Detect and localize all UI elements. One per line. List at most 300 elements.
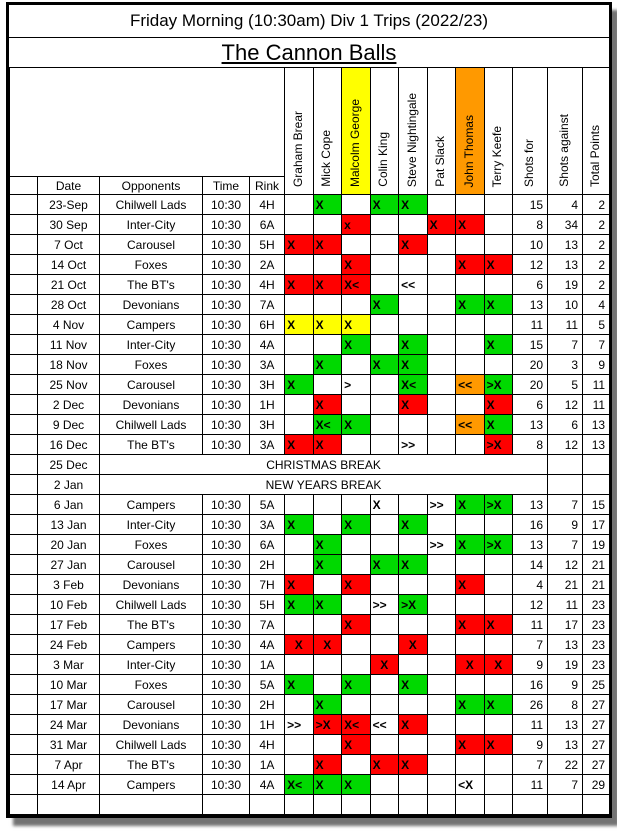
- opponent-cell: Campers: [100, 635, 203, 655]
- mark-cell: [484, 675, 513, 695]
- mark-cell: [342, 555, 371, 575]
- score-against-cell: 4: [548, 195, 583, 215]
- empty-cell: [100, 795, 203, 815]
- time-cell: 10:30: [203, 715, 250, 735]
- mark-cell: [484, 575, 513, 595]
- mark-cell: [427, 355, 456, 375]
- mark-cell: <<: [456, 375, 485, 395]
- mark-cell: X: [399, 755, 428, 775]
- mark-cell: [456, 395, 485, 415]
- date-cell: 6 Jan: [38, 495, 100, 515]
- player-name-vertical: John Thomas: [461, 114, 476, 187]
- player-name-vertical: Colin King: [376, 132, 391, 187]
- fixture-row: [10, 495, 610, 515]
- spacer-cell: [10, 655, 38, 675]
- opponent-cell: Devonians: [100, 295, 203, 315]
- player-name-vertical: Mick Cope: [319, 130, 334, 187]
- player-header: [456, 68, 485, 195]
- date-cell: 27 Jan: [38, 555, 100, 575]
- score-for-cell: 11: [513, 315, 548, 335]
- mark-cell: X: [456, 575, 485, 595]
- opponent-cell: Devonians: [100, 715, 203, 735]
- fixture-row: [10, 655, 610, 675]
- team-name: [9, 38, 609, 67]
- spacer-cell: [10, 675, 38, 695]
- date-cell: 10 Feb: [38, 595, 100, 615]
- mark-cell: [484, 315, 513, 335]
- score-column-header: [548, 68, 583, 195]
- empty-row: [10, 795, 610, 815]
- opponent-cell: Campers: [100, 775, 203, 795]
- mark-cell: [427, 395, 456, 415]
- time-cell: 10:30: [203, 495, 250, 515]
- mark-cell: X: [484, 255, 513, 275]
- time-cell: 10:30: [203, 355, 250, 375]
- time-cell: 10:30: [203, 235, 250, 255]
- time-cell: 10:30: [203, 275, 250, 295]
- mark-cell: [484, 775, 513, 795]
- mark-cell: [456, 515, 485, 535]
- spacer-cell: [10, 635, 38, 655]
- score-for-cell: 20: [513, 375, 548, 395]
- mark-cell: X: [313, 275, 342, 295]
- rink-cell: 1A: [250, 655, 285, 675]
- opponent-cell: The BT's: [100, 615, 203, 635]
- score-against-cell: 34: [548, 215, 583, 235]
- mark-cell: [427, 595, 456, 615]
- opponent-cell: The BT's: [100, 755, 203, 775]
- date-cell: 14 Oct: [38, 255, 100, 275]
- mark-cell: X: [342, 415, 371, 435]
- score-points-cell: 23: [583, 595, 610, 615]
- mark-cell: [370, 315, 399, 335]
- mark-cell: X: [285, 635, 314, 655]
- mark-cell: X: [342, 735, 371, 755]
- mark-cell: [484, 555, 513, 575]
- score-points-cell: 27: [583, 755, 610, 775]
- mark-cell: [285, 555, 314, 575]
- fixture-row: [10, 715, 610, 735]
- spacer-cell: [10, 195, 38, 215]
- date-cell: 9 Dec: [38, 415, 100, 435]
- score-for-cell: 12: [513, 595, 548, 615]
- score-column-name-vertical: Shots against: [557, 114, 572, 187]
- opponent-cell: Chilwell Lads: [100, 195, 203, 215]
- mark-cell: [370, 415, 399, 435]
- fixture-row: [10, 275, 610, 295]
- score-against-cell: 13: [548, 715, 583, 735]
- rink-cell: 5A: [250, 675, 285, 695]
- empty-cell: [399, 795, 428, 815]
- score-for-cell: 7: [513, 755, 548, 775]
- score-points-cell: 17: [583, 515, 610, 535]
- mark-cell: X: [399, 335, 428, 355]
- spacer-cell: [10, 395, 38, 415]
- spacer-cell: [10, 255, 38, 275]
- mark-cell: <<: [456, 415, 485, 435]
- score-against-cell: 11: [548, 595, 583, 615]
- mark-cell: X: [484, 415, 513, 435]
- spacer-cell: [10, 695, 38, 715]
- mark-cell: [427, 375, 456, 395]
- time-cell: 10:30: [203, 775, 250, 795]
- rink-cell: 5H: [250, 595, 285, 615]
- mark-cell: [399, 255, 428, 275]
- fixture-row: [10, 195, 610, 215]
- mark-cell: [342, 195, 371, 215]
- time-cell: 10:30: [203, 195, 250, 215]
- fixture-row: [10, 755, 610, 775]
- player-header: [370, 68, 399, 195]
- player-name-vertical: Malcolm George: [347, 98, 362, 187]
- score-cell: [548, 455, 583, 475]
- score-column-name-vertical: Total Points: [588, 124, 603, 187]
- score-points-cell: 2: [583, 195, 610, 215]
- empty-cell: [342, 795, 371, 815]
- empty-cell: [250, 795, 285, 815]
- mark-cell: X: [484, 655, 513, 675]
- rink-cell: 6A: [250, 535, 285, 555]
- score-points-cell: 9: [583, 355, 610, 375]
- empty-cell: [456, 795, 485, 815]
- score-against-cell: 5: [548, 375, 583, 395]
- spacer-cell: [10, 575, 38, 595]
- page-title-text: Friday Morning (10:30am) Div 1 Trips (2022/23): [129, 11, 489, 30]
- mark-cell: [313, 495, 342, 515]
- score-against-cell: 17: [548, 615, 583, 635]
- mark-cell: [370, 735, 399, 755]
- mark-cell: >X: [484, 495, 513, 515]
- mark-cell: [313, 575, 342, 595]
- mark-cell: X: [370, 755, 399, 775]
- mark-cell: [456, 435, 485, 455]
- spacer-cell: [10, 535, 38, 555]
- mark-cell: [484, 195, 513, 215]
- opponent-cell: Carousel: [100, 375, 203, 395]
- player-header: [313, 68, 342, 195]
- score-for-cell: 26: [513, 695, 548, 715]
- mark-cell: X: [313, 235, 342, 255]
- mark-cell: [456, 235, 485, 255]
- mark-cell: [285, 615, 314, 635]
- score-for-cell: 9: [513, 735, 548, 755]
- mark-cell: X: [399, 715, 428, 735]
- empty-cell: [548, 795, 583, 815]
- opponent-cell: Chilwell Lads: [100, 735, 203, 755]
- time-cell: 10:30: [203, 695, 250, 715]
- rink-cell: 4H: [250, 735, 285, 755]
- mark-cell: X: [399, 635, 428, 655]
- mark-cell: <<: [370, 715, 399, 735]
- mark-cell: [456, 275, 485, 295]
- score-against-cell: 12: [548, 555, 583, 575]
- score-for-cell: 11: [513, 775, 548, 795]
- spacer-cell: [10, 735, 38, 755]
- mark-cell: [370, 515, 399, 535]
- score-points-cell: 2: [583, 215, 610, 235]
- score-points-cell: 7: [583, 335, 610, 355]
- mark-cell: X: [342, 615, 371, 635]
- mark-cell: [456, 555, 485, 575]
- mark-cell: X: [342, 335, 371, 355]
- score-points-cell: 11: [583, 375, 610, 395]
- page-title: [9, 5, 609, 38]
- score-points-cell: 21: [583, 575, 610, 595]
- score-points-cell: 23: [583, 635, 610, 655]
- mark-cell: [370, 775, 399, 795]
- date-cell: 17 Mar: [38, 695, 100, 715]
- score-for-cell: 8: [513, 435, 548, 455]
- mark-cell: >>: [427, 495, 456, 515]
- rink-cell: 6A: [250, 215, 285, 235]
- score-for-cell: 6: [513, 275, 548, 295]
- mark-cell: [427, 635, 456, 655]
- player-header: [285, 68, 314, 195]
- rink-cell: 6H: [250, 315, 285, 335]
- empty-cell: [38, 795, 100, 815]
- mark-cell: [399, 535, 428, 555]
- mark-cell: [285, 295, 314, 315]
- time-cell: 10:30: [203, 295, 250, 315]
- mark-cell: X: [370, 355, 399, 375]
- spacer-cell: [10, 615, 38, 635]
- empty-cell: [285, 795, 314, 815]
- time-cell: 10:30: [203, 655, 250, 675]
- time-cell: 10:30: [203, 735, 250, 755]
- empty-cell: [427, 795, 456, 815]
- date-cell: 21 Oct: [38, 275, 100, 295]
- player-header: [427, 68, 456, 195]
- date-cell: 7 Apr: [38, 755, 100, 775]
- fixture-row: [10, 335, 610, 355]
- empty-cell: [10, 795, 38, 815]
- fixture-row: [10, 775, 610, 795]
- spacer-cell: [10, 315, 38, 335]
- score-cell: [583, 475, 610, 495]
- mark-cell: X: [313, 315, 342, 335]
- fixture-sheet: [6, 2, 612, 818]
- score-against-cell: 7: [548, 535, 583, 555]
- mark-cell: [370, 235, 399, 255]
- opponent-cell: Campers: [100, 495, 203, 515]
- mark-cell: [285, 655, 314, 675]
- score-against-cell: 13: [548, 255, 583, 275]
- mark-cell: [342, 495, 371, 515]
- spacer-cell: [10, 755, 38, 775]
- spacer-cell: [10, 275, 38, 295]
- score-for-cell: 13: [513, 495, 548, 515]
- mark-cell: [399, 615, 428, 635]
- date-cell: 3 Mar: [38, 655, 100, 675]
- score-against-cell: 10: [548, 295, 583, 315]
- mark-cell: >>: [399, 435, 428, 455]
- score-points-cell: 29: [583, 775, 610, 795]
- mark-cell: [342, 635, 371, 655]
- fixture-row: [10, 575, 610, 595]
- mark-cell: X: [484, 295, 513, 315]
- mark-cell: >X: [484, 535, 513, 555]
- mark-cell: [427, 675, 456, 695]
- mark-cell: [370, 635, 399, 655]
- opponent-cell: Inter-City: [100, 335, 203, 355]
- player-name-vertical: Graham Brear: [290, 110, 305, 187]
- score-for-cell: 11: [513, 615, 548, 635]
- score-points-cell: 25: [583, 675, 610, 695]
- mark-cell: X: [456, 695, 485, 715]
- date-cell: 18 Nov: [38, 355, 100, 375]
- spacer-cell: [10, 235, 38, 255]
- score-against-cell: 12: [548, 435, 583, 455]
- mark-cell: [456, 635, 485, 655]
- score-against-cell: 13: [548, 235, 583, 255]
- mark-cell: [427, 235, 456, 255]
- spacer-cell: [10, 415, 38, 435]
- mark-cell: [484, 355, 513, 375]
- score-for-cell: 9: [513, 655, 548, 675]
- mark-cell: X: [456, 535, 485, 555]
- mark-cell: [427, 275, 456, 295]
- mark-cell: X<: [285, 775, 314, 795]
- spacer-cell: [10, 435, 38, 455]
- mark-cell: X: [456, 655, 485, 675]
- mark-cell: <X: [456, 775, 485, 795]
- mark-cell: [285, 535, 314, 555]
- mark-cell: X: [313, 595, 342, 615]
- spacer-cell: [10, 335, 38, 355]
- score-points-cell: 19: [583, 535, 610, 555]
- mark-cell: [285, 415, 314, 435]
- mark-cell: [456, 715, 485, 735]
- mark-cell: [427, 335, 456, 355]
- time-cell: 10:30: [203, 635, 250, 655]
- spacer-cell: [10, 495, 38, 515]
- mark-cell: X: [399, 515, 428, 535]
- mark-cell: [427, 415, 456, 435]
- date-cell: 28 Oct: [38, 295, 100, 315]
- opponent-cell: Carousel: [100, 235, 203, 255]
- mark-cell: X: [456, 215, 485, 235]
- mark-cell: X: [370, 495, 399, 515]
- spacer-cell: [10, 515, 38, 535]
- spacer-cell: [10, 555, 38, 575]
- break-label-cell: CHRISTMAS BREAK: [100, 455, 548, 475]
- mark-cell: [342, 535, 371, 555]
- mark-cell: [285, 495, 314, 515]
- mark-cell: X: [285, 435, 314, 455]
- mark-cell: [399, 575, 428, 595]
- header-blank-area: [10, 68, 285, 177]
- mark-cell: [370, 275, 399, 295]
- score-for-cell: 16: [513, 675, 548, 695]
- mark-cell: [285, 255, 314, 275]
- mark-cell: X<: [342, 275, 371, 295]
- break-row: [10, 455, 610, 475]
- score-points-cell: 27: [583, 695, 610, 715]
- rink-cell: 4A: [250, 775, 285, 795]
- mark-cell: [313, 255, 342, 275]
- mark-cell: [285, 215, 314, 235]
- score-points-cell: 13: [583, 435, 610, 455]
- mark-cell: [370, 615, 399, 635]
- rink-cell: 3A: [250, 435, 285, 455]
- opponent-cell: Foxes: [100, 355, 203, 375]
- rink-cell: 5H: [250, 235, 285, 255]
- score-against-cell: 6: [548, 415, 583, 435]
- score-for-cell: 7: [513, 635, 548, 655]
- mark-cell: [370, 395, 399, 415]
- mark-cell: X: [285, 275, 314, 295]
- mark-cell: X: [456, 295, 485, 315]
- spacer-cell: [10, 595, 38, 615]
- opponent-cell: Chilwell Lads: [100, 415, 203, 435]
- mark-cell: [427, 515, 456, 535]
- mark-cell: X: [484, 395, 513, 415]
- score-against-cell: 7: [548, 335, 583, 355]
- player-header: [342, 68, 371, 195]
- fixture-row: [10, 395, 610, 415]
- mark-cell: [313, 215, 342, 235]
- score-for-cell: 4: [513, 575, 548, 595]
- opponent-cell: Campers: [100, 315, 203, 335]
- mark-cell: X: [342, 255, 371, 275]
- mark-cell: x: [342, 215, 371, 235]
- fixture-row: [10, 215, 610, 235]
- mark-cell: X: [456, 615, 485, 635]
- score-against-cell: 7: [548, 495, 583, 515]
- mark-cell: [313, 675, 342, 695]
- mark-cell: [313, 615, 342, 635]
- rink-cell: 1H: [250, 395, 285, 415]
- mark-cell: [370, 215, 399, 235]
- rink-cell: 4A: [250, 335, 285, 355]
- break-row: [10, 475, 610, 495]
- mark-cell: X: [456, 735, 485, 755]
- date-column-header: Date: [38, 177, 100, 195]
- mark-cell: [313, 735, 342, 755]
- date-cell: 25 Nov: [38, 375, 100, 395]
- rink-cell: 2H: [250, 695, 285, 715]
- mark-cell: [285, 335, 314, 355]
- table-header: [10, 68, 610, 195]
- mark-cell: [342, 395, 371, 415]
- rink-cell: 3A: [250, 355, 285, 375]
- mark-cell: [399, 735, 428, 755]
- mark-cell: [342, 695, 371, 715]
- mark-cell: [313, 335, 342, 355]
- time-cell: 10:30: [203, 575, 250, 595]
- date-cell: 25 Dec: [38, 455, 100, 475]
- mark-cell: [399, 415, 428, 435]
- opponents-column-header: Opponents: [100, 177, 203, 195]
- mark-cell: X: [399, 195, 428, 215]
- spacer-cell: [10, 775, 38, 795]
- mark-cell: X: [285, 315, 314, 335]
- fixture-row: [10, 235, 610, 255]
- mark-cell: [285, 355, 314, 375]
- fixture-row: [10, 595, 610, 615]
- empty-cell: [313, 795, 342, 815]
- mark-cell: [370, 335, 399, 355]
- score-points-cell: 11: [583, 395, 610, 415]
- mark-cell: X: [427, 215, 456, 235]
- mark-cell: [313, 295, 342, 315]
- mark-cell: X: [342, 315, 371, 335]
- rink-cell: 3H: [250, 375, 285, 395]
- opponent-cell: The BT's: [100, 275, 203, 295]
- rink-cell: 5A: [250, 495, 285, 515]
- score-against-cell: 19: [548, 275, 583, 295]
- date-cell: 17 Feb: [38, 615, 100, 635]
